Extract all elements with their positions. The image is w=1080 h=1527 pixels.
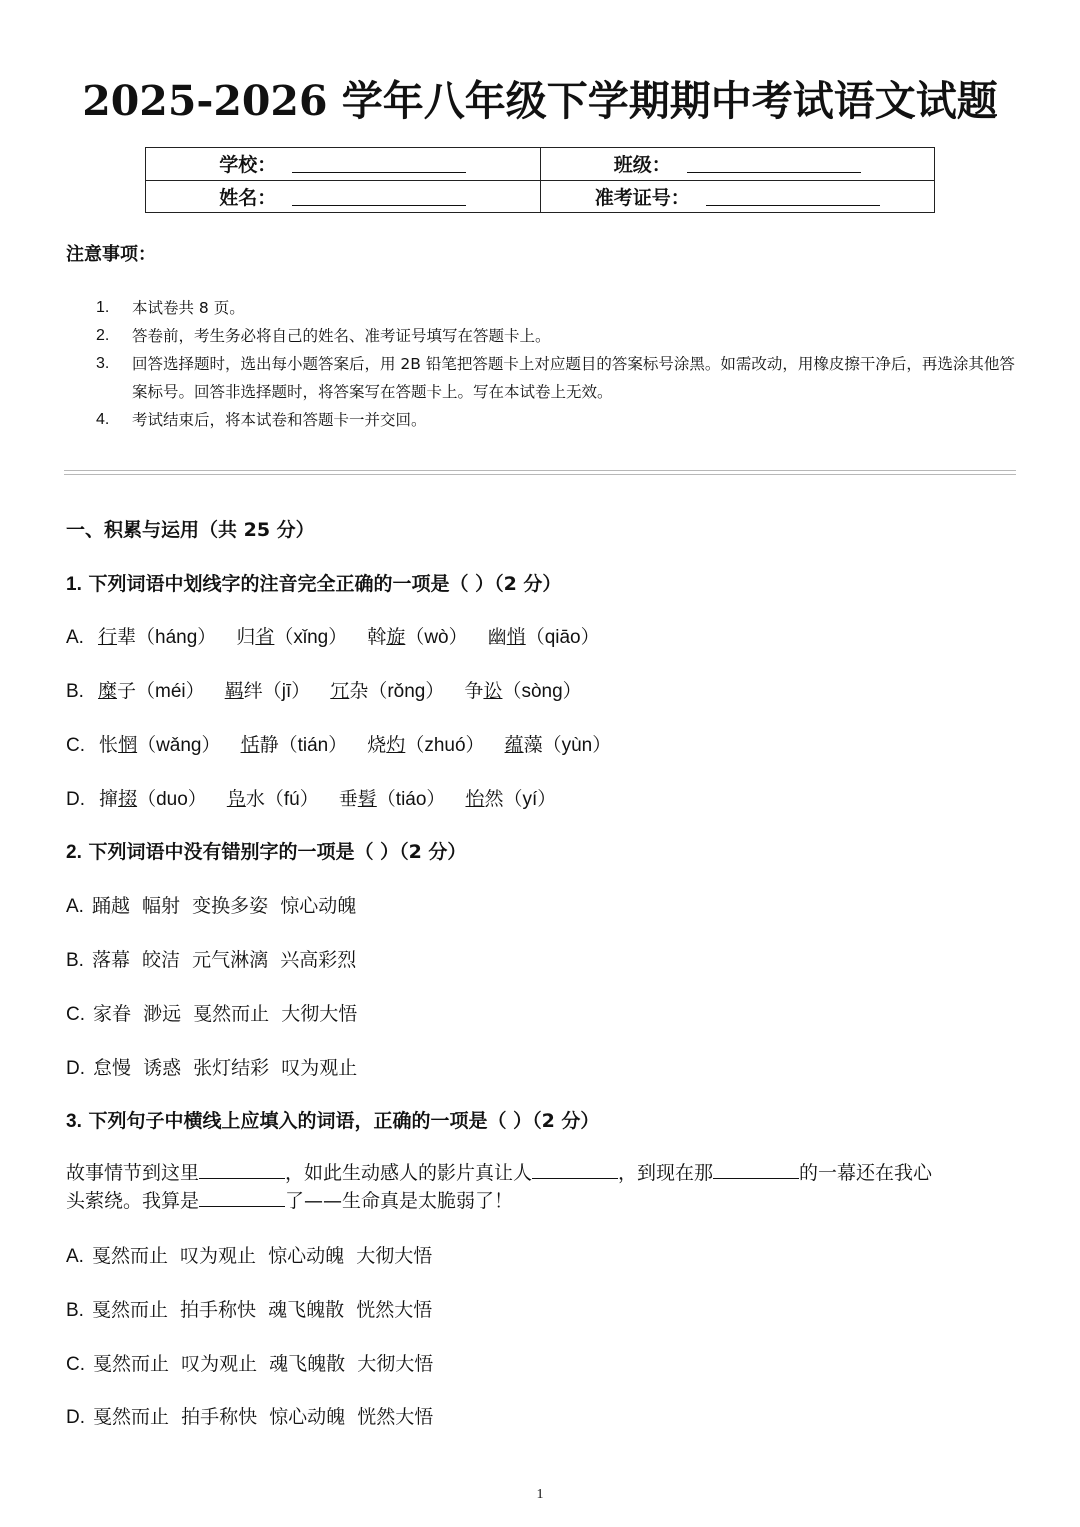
- word-item: 争讼（sòng）: [464, 680, 582, 702]
- option-text: 落幕 皎洁 元气淋漓 兴高彩烈: [91, 949, 357, 971]
- q2-option-b[interactable]: [66, 945, 356, 972]
- q3-option-b[interactable]: [66, 1295, 432, 1322]
- question-1-stem: [66, 569, 561, 596]
- question-3-stem: [66, 1106, 599, 1133]
- word-item: 斡旋（wò）: [367, 626, 468, 648]
- question-text: 下列词语中划线字的注音完全正确的一项是（ ）（2 分）: [88, 573, 562, 595]
- q1-option-a[interactable]: [66, 622, 614, 649]
- word-item: 蕴藻（yùn）: [504, 734, 612, 756]
- option-letter: B.: [66, 1300, 84, 1321]
- word-item: 归省（xǐng）: [236, 626, 348, 648]
- student-info-table: [145, 147, 935, 213]
- q1-option-d[interactable]: [66, 784, 570, 811]
- class-blank[interactable]: [687, 154, 861, 173]
- word-item: 羁绊（jī）: [224, 680, 311, 702]
- option-text: 怠慢 诱惑 张灯结彩 叹为观止: [93, 1057, 358, 1079]
- q3-option-c[interactable]: [66, 1349, 433, 1376]
- school-blank[interactable]: [292, 154, 466, 173]
- exam-id-blank[interactable]: [706, 187, 880, 206]
- notice-item: [96, 350, 1026, 406]
- question-text: 下列词语中没有错别字的一项是（ ）（2 分）: [88, 841, 467, 863]
- notice-list: [96, 294, 1026, 434]
- option-text: 踊越 幅射 变换多姿 惊心动魄: [91, 895, 357, 917]
- option-letter: A.: [66, 896, 84, 917]
- word-item: 凫水（fú）: [226, 788, 319, 810]
- fill-blank-4[interactable]: [199, 1188, 285, 1207]
- option-text: 家眷 渺远 戛然而止 大彻大悟: [93, 1003, 358, 1025]
- class-label: 班级：: [613, 154, 671, 177]
- notice-item-number: 4.: [96, 411, 110, 428]
- notice-item: [96, 294, 1026, 322]
- q2-option-d[interactable]: [66, 1053, 357, 1080]
- word-item: 行辈（háng）: [98, 626, 217, 648]
- word-item: 烧灼（zhuó）: [367, 734, 485, 756]
- notice-item-number: 1.: [96, 299, 110, 316]
- notice-item-text: 考试结束后，将本试卷和答题卡一并交回。: [132, 411, 427, 429]
- name-blank[interactable]: [292, 187, 466, 206]
- option-letter: B.: [66, 681, 84, 702]
- option-letter: D.: [66, 1058, 85, 1079]
- q1-option-c[interactable]: [66, 730, 625, 757]
- q2-option-c[interactable]: [66, 999, 357, 1026]
- option-text: 戛然而止 叹为观止 魂飞魄散 大彻大悟: [93, 1353, 434, 1375]
- notice-item: [96, 322, 1026, 350]
- notice-title: 注意事项：: [66, 244, 156, 265]
- passage-line: 头萦绕。我算是 了——生命真是太脆弱了！: [66, 1190, 514, 1212]
- school-label: 学校：: [219, 154, 277, 177]
- word-item: 冗杂（rǒng）: [330, 680, 445, 702]
- question-number: 1.: [66, 574, 82, 595]
- q2-option-a[interactable]: [66, 891, 356, 918]
- option-text: 戛然而止 叹为观止 惊心动魄 大彻大悟: [91, 1245, 433, 1267]
- word-item: 撺掇（duo）: [99, 788, 207, 810]
- q1-option-b[interactable]: [66, 676, 596, 703]
- school-cell: [146, 148, 541, 181]
- name-label: 姓名：: [219, 186, 277, 209]
- word-item: 垂髫（tiáo）: [338, 788, 446, 810]
- fill-blank-2[interactable]: [532, 1160, 618, 1179]
- question-text: 下列句子中横线上应填入的词语，正确的一项是（ ）（2 分）: [88, 1110, 600, 1132]
- notice-item-text: 答卷前，考生务必将自己的姓名、准考证号填写在答题卡上。: [132, 327, 551, 345]
- question-number: 3.: [66, 1111, 82, 1132]
- option-text: 戛然而止 拍手称快 惊心动魄 恍然大悟: [93, 1406, 434, 1428]
- exam-title: 2025-2026 学年八年级下学期期中考试语文试题: [82, 77, 998, 125]
- class-cell: [540, 148, 935, 181]
- option-letter: C.: [66, 735, 85, 756]
- option-letter: D.: [66, 789, 85, 810]
- option-letter: C.: [66, 1004, 85, 1025]
- fill-blank-1[interactable]: [199, 1160, 285, 1179]
- word-item: 怅惘（wǎng）: [99, 734, 221, 756]
- option-letter: B.: [66, 950, 84, 971]
- fill-blank-3[interactable]: [713, 1160, 799, 1179]
- notice-item-text: 回答选择题时，选出每小题答案后，用 2B 铅笔把答题卡上对应题目的答案标号涂黑。如需改动，用橡皮擦干净后，再选涂其他答案标号。回答非选择题时，将答案写在答题卡上。写在本试卷上无效。: [132, 355, 1015, 401]
- section-divider: [64, 470, 1016, 475]
- exam-id-label: 准考证号：: [594, 186, 690, 209]
- q3-option-d[interactable]: [66, 1402, 433, 1429]
- notice-item-number: 2.: [96, 327, 110, 344]
- passage-line: 故事情节到这里 ，如此生动感人的影片真让人 ，到现在那 的一幕还在我心: [66, 1162, 933, 1184]
- notice-item: [96, 406, 1026, 434]
- option-letter: C.: [66, 1354, 85, 1375]
- q3-option-a[interactable]: [66, 1241, 432, 1268]
- word-item: 幽悄（qiāo）: [487, 626, 600, 648]
- name-cell: [146, 180, 541, 213]
- page-number: 1: [536, 1487, 544, 1502]
- notice-item-text: 本试卷共 8 页。: [132, 299, 245, 317]
- question-2-stem: [66, 837, 466, 864]
- notice-item-number: 3.: [96, 355, 110, 372]
- option-letter: D.: [66, 1407, 85, 1428]
- word-item: 怡然（yí）: [465, 788, 557, 810]
- option-text: 戛然而止 拍手称快 魂飞魄散 恍然大悟: [91, 1299, 433, 1321]
- word-item: 恬静（tián）: [240, 734, 348, 756]
- exam-id-cell: [540, 180, 935, 213]
- option-letter: A.: [66, 627, 84, 648]
- section-heading: 一、积累与运用（共 25 分）: [66, 519, 315, 541]
- option-letter: A.: [66, 1246, 84, 1267]
- word-item: 糜子（méi）: [98, 680, 205, 702]
- question-number: 2.: [66, 842, 82, 863]
- q3-passage: [66, 1159, 1016, 1215]
